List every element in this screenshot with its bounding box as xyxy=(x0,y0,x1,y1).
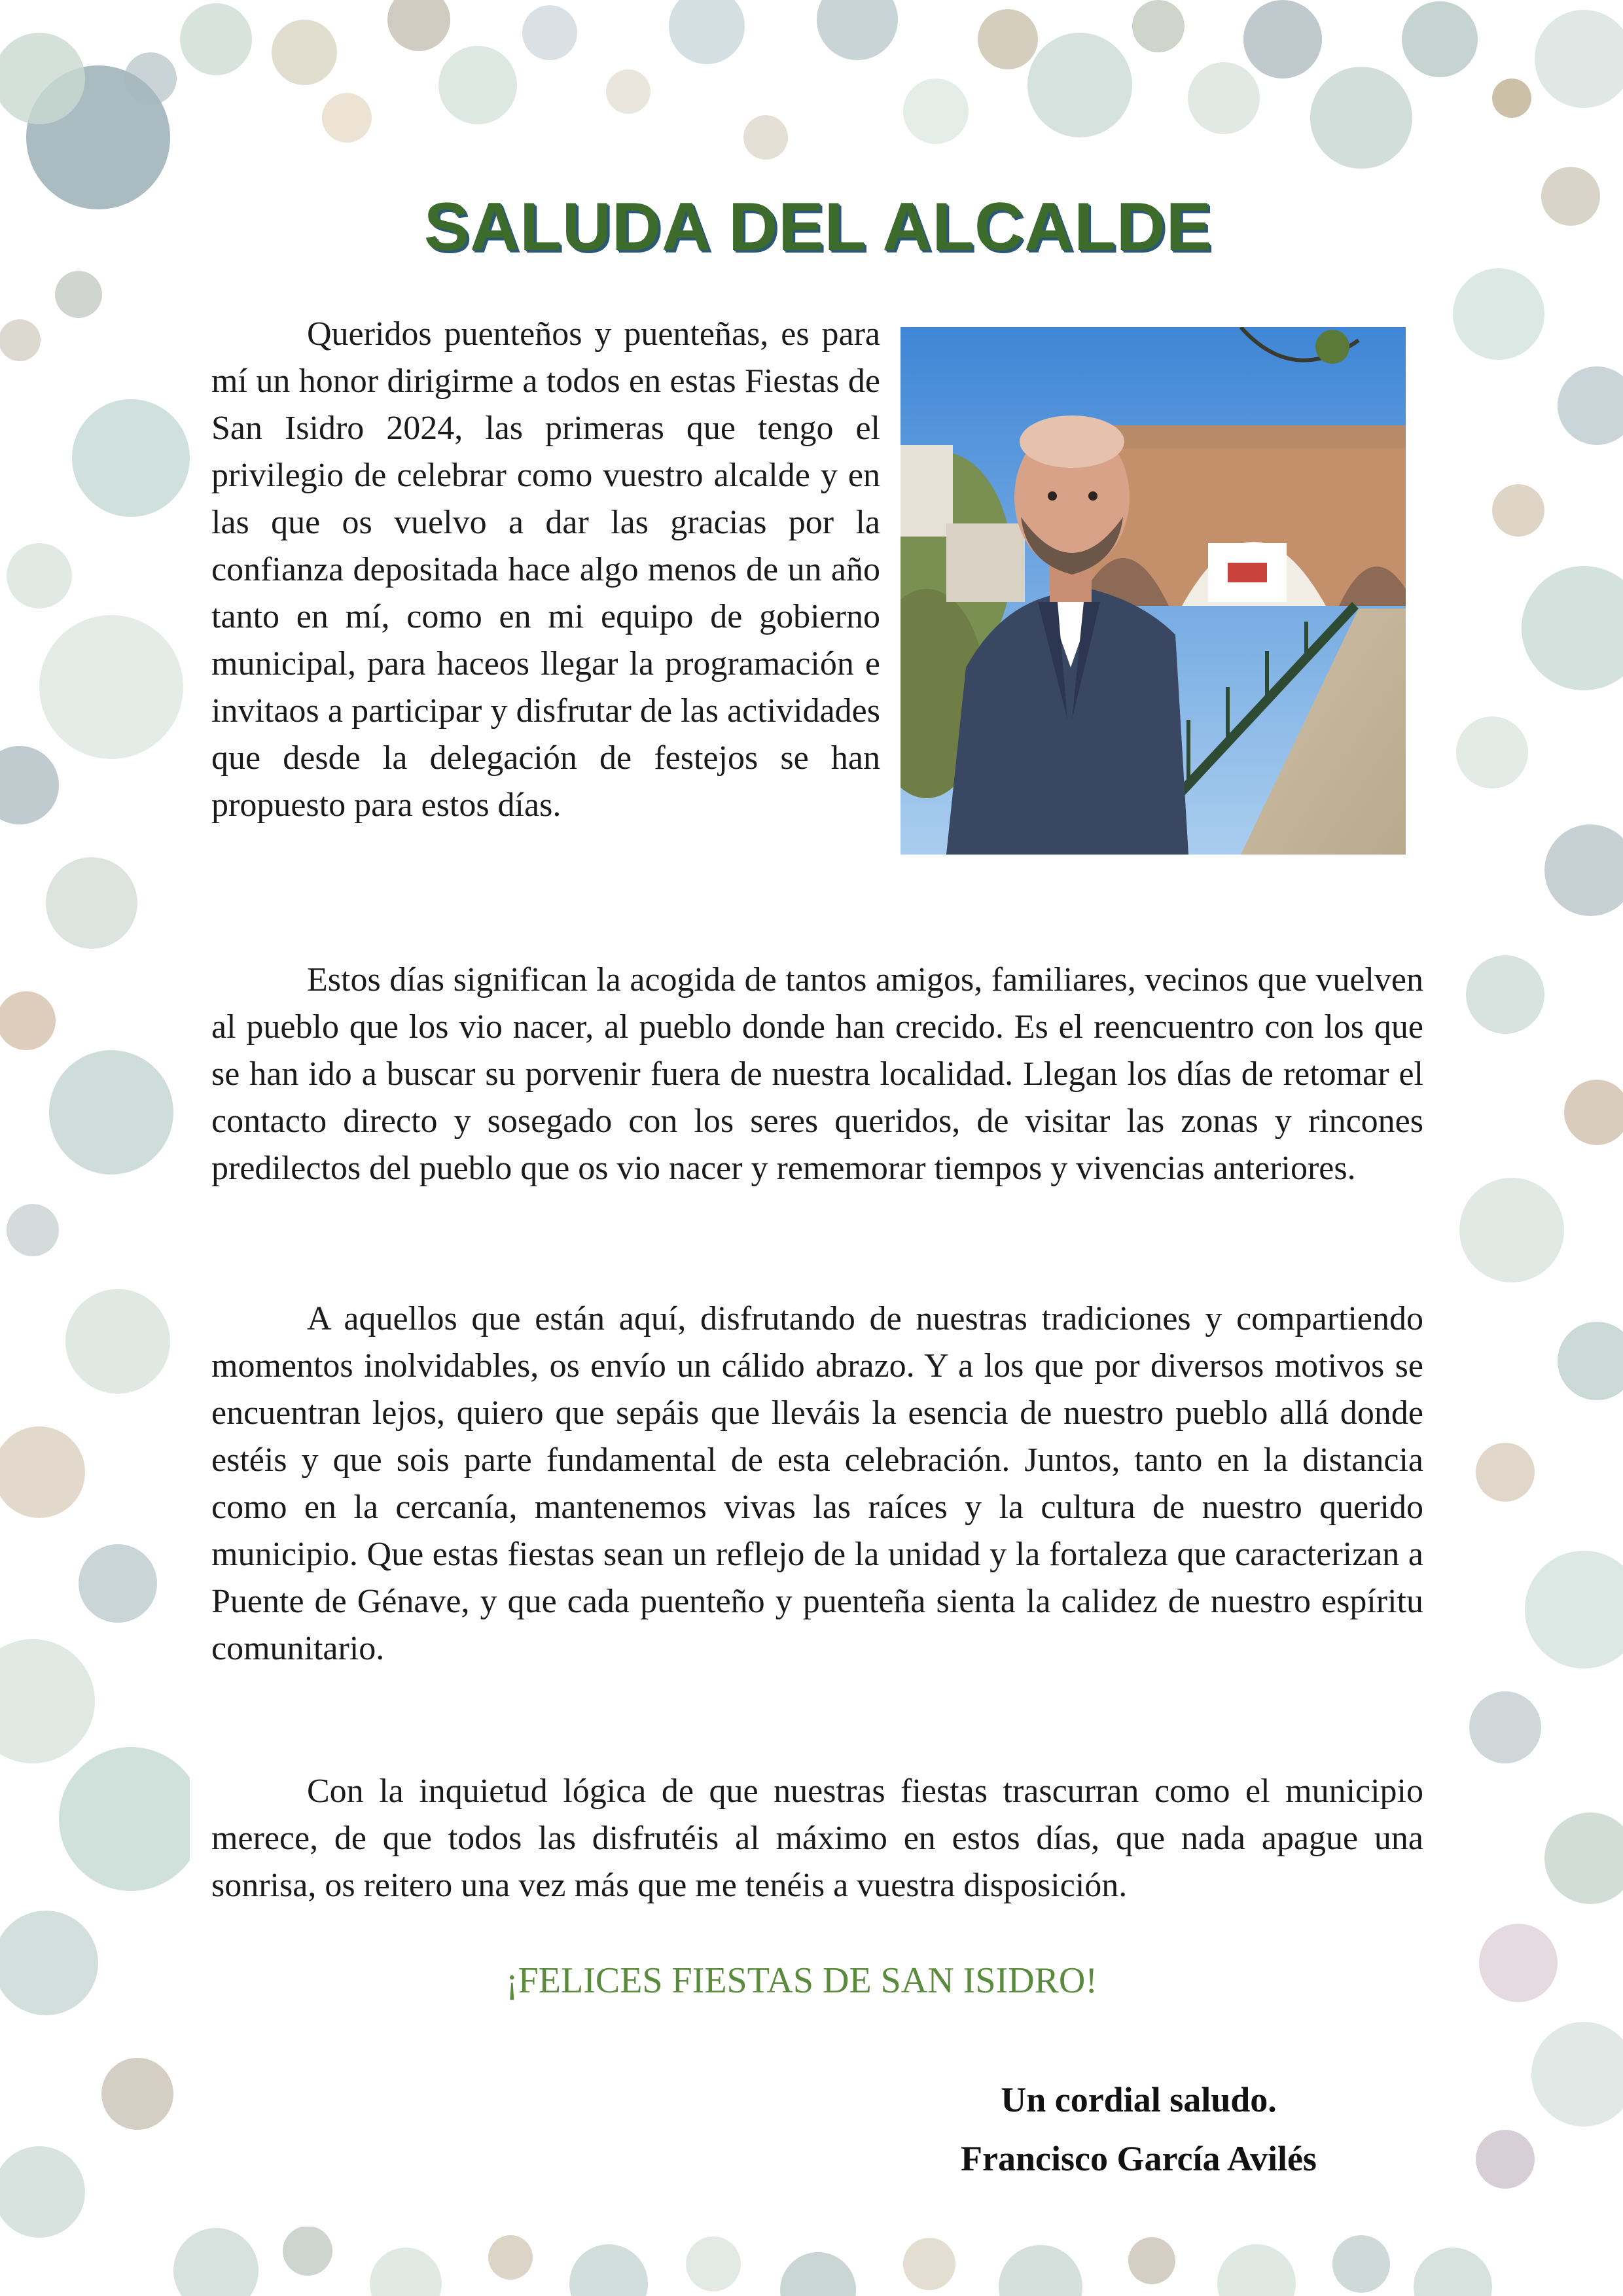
intro-paragraph: Queridos puenteños y puenteñas, es para mí un honor dirigirme a todos en estas Fiestas de San Isidro 2024, las primeras que tengo el privilegio de celebrar como vuestro alcalde y en las que os vuelvo a dar las gracias por la confianza depositada hace algo menos de un año tanto en mí, como en mi equipo de gobierno municipal, para haceos llegar la programación e invitaos a participar y disfrutar de las actividades que desde la delegación de festejos se han propuesto para estos días. xyxy=(211,315,880,824)
body-paragraph: Con la inquietud lógica de que nuestras fiestas trascurran como el municipio merece, de que todos las disfrutéis al máximo en estos días, que nada apague una sonrisa, os reitero una vez más que me tenéis a vuestra disposición. xyxy=(211,1773,1423,1904)
signature-name: Francisco García Avilés xyxy=(961,2139,1317,2178)
closing-line: Un cordial saludo. xyxy=(1001,2080,1277,2119)
mayor-photo xyxy=(901,327,1406,855)
body-paragraph: Estos días significan la acogida de tantos amigos, familiares, vecinos que vuelven al pueblo que los vio nacer, al pueblo donde han crecido. Es el reencuentro con los que se han ido a buscar su porvenir fuera de nuestra localidad. Llegan los días de retomar el contacto directo y sosegado con los seres queridos, de visitar las zonas y rincones predilectos del pueblo que os vio nacer y rememorar tiempos y vivencias anteriores. xyxy=(211,961,1423,1187)
festival-greeting: ¡FELICES FIESTAS DE SAN ISIDRO! xyxy=(505,1960,1097,2001)
body-paragraph: A aquellos que están aquí, disfrutando de nuestras tradiciones y compartiendo momentos inolvidables, os envío un cálido abrazo. Y a los que por diversos motivos se encuentran lejos, quiero que sepáis que lleváis la esencia de nuestro pueblo allá donde estéis y que sois parte fundamental de esta celebración. Juntos, tanto en la distancia como en la cercanía, mantenemos vivas las raíces y la cultura de nuestro querido municipio. Que estas fiestas sean un reflejo de la unidad y la fortaleza que caracterizan a Puente de Génave, y que cada puenteño y puenteña sienta la calidez de nuestro espíritu comunitario. xyxy=(211,1300,1423,1667)
page-title: SALUDA DEL ALCALDE xyxy=(423,189,1213,265)
